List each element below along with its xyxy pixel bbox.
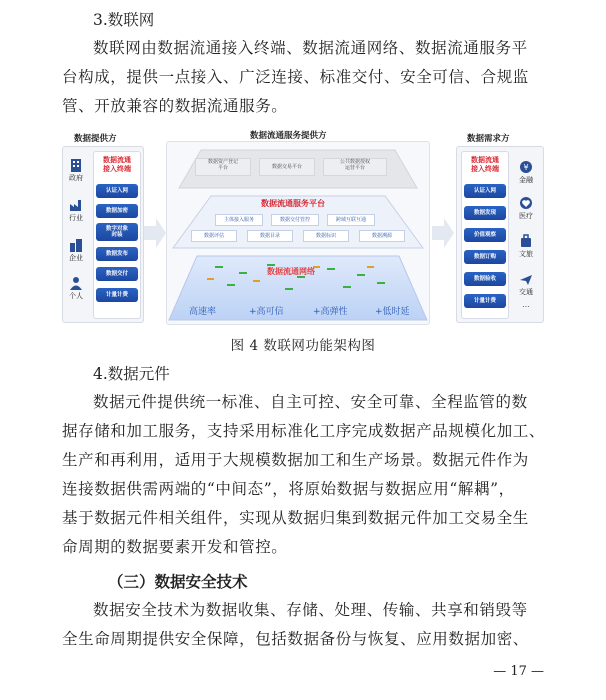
factory-icon xyxy=(69,197,83,211)
network-feature: 高速率 xyxy=(189,307,217,317)
pill: 计量计费 xyxy=(96,288,138,302)
provider-title: 数据提供方 xyxy=(74,134,117,144)
network-feature: +高可信 xyxy=(249,307,284,317)
coin-icon xyxy=(519,159,533,173)
entity-label: 政府 xyxy=(69,174,83,182)
section-3-heading: 3.数联网 xyxy=(93,11,155,29)
top-layer-label: 公共数据授权 运营平台 xyxy=(323,158,387,176)
top-layer-label: 数据交易平台 xyxy=(259,158,315,176)
service-box xyxy=(166,141,430,325)
entity-label: 医疗 xyxy=(519,212,533,220)
pill: 数据发布 xyxy=(96,247,138,261)
para-line: 据存储和加工服务，支持采用标准化工序完成数据产品规模化加工、 xyxy=(62,422,546,440)
network-title: 数据流通网络 xyxy=(267,267,315,276)
platform-item: 数据评估 xyxy=(191,230,237,242)
section-tech-heading: （三）数据安全技术 xyxy=(108,572,248,591)
platform-item: 数据交付管控 xyxy=(271,214,319,226)
platform-item: 主体接入服务 xyxy=(215,214,263,226)
platform-item: 数据标识 xyxy=(303,230,349,242)
page-number: — 17 — xyxy=(493,664,544,679)
section-4-paragraph xyxy=(62,388,552,562)
top-layer-label: 数据资产登记 平台 xyxy=(195,158,251,176)
platform-title: 数据流通服务平台 xyxy=(261,199,325,208)
person-icon xyxy=(69,275,83,289)
architecture-figure xyxy=(62,128,544,324)
access-terminal-title: 数据流通 接入终端 xyxy=(103,156,131,173)
platform-item: 数据溯源 xyxy=(359,230,405,242)
platform-item: 跨域互联互通 xyxy=(327,214,375,226)
pill: 数据订购 xyxy=(464,250,506,264)
bag-icon xyxy=(519,233,533,247)
figure-caption: 图 4 数联网功能架构图 xyxy=(230,338,376,354)
pill: 认证入网 xyxy=(464,184,506,198)
entity-label: 文旅 xyxy=(519,250,533,258)
access-terminal-title: 数据流通 接入终端 xyxy=(471,156,499,173)
pill: 数据验收 xyxy=(464,272,506,286)
pill: 数据加密 xyxy=(96,204,138,218)
demand-title: 数据需求方 xyxy=(467,134,510,144)
para-line: 连接数据供需两端的“中间态”，将原始数据与数据应用“解耦”， xyxy=(62,480,515,498)
demand-box xyxy=(456,146,544,323)
section-3-paragraph xyxy=(62,34,552,121)
para-line: 数据元件提供统一标准、自主可控、安全可靠、全程监管的数 xyxy=(93,393,528,411)
plane-icon xyxy=(519,271,533,285)
network-feature: +高弹性 xyxy=(313,307,348,317)
enterprise-icon xyxy=(69,237,83,251)
para-line: 全生命周期提供安全保障，包括数据备份与恢复、应用数据加密、 xyxy=(62,630,529,648)
pill: 价值观察 xyxy=(464,228,506,242)
para-line: 管、开放兼容的数据流通服务。 xyxy=(62,97,288,115)
pill: 数据交付 xyxy=(96,267,138,281)
ellipsis: … xyxy=(522,301,530,309)
network-feature: +低时延 xyxy=(375,307,410,317)
entity-label: 企业 xyxy=(69,254,83,262)
entity-label: 个人 xyxy=(69,292,83,300)
platform-item: 数据目录 xyxy=(247,230,293,242)
arrow-right-icon xyxy=(144,218,166,248)
para-line: 命周期的数据要素开发和管控。 xyxy=(62,538,288,556)
pill: 数字对象 封装 xyxy=(96,223,138,241)
pill: 数据发现 xyxy=(464,206,506,220)
para-line: 数据安全技术为数据收集、存储、处理、传输、共享和销毁等 xyxy=(93,601,528,619)
provider-box xyxy=(62,146,144,323)
para-line: 基于数据元件相关组件，实现从数据归集到数据元件加工交易全生 xyxy=(62,509,529,527)
access-terminal-panel xyxy=(461,151,509,319)
arrow-right-icon xyxy=(432,218,454,248)
service-provider-title: 数据流通服务提供方 xyxy=(250,131,327,141)
entity-label: 交通 xyxy=(519,288,533,296)
entity-label: 行业 xyxy=(69,214,83,222)
para-line: 数联网由数据流通接入终端、数据流通网络、数据流通服务平 xyxy=(93,39,528,57)
svg-text:¥: ¥ xyxy=(523,163,529,172)
heart-icon xyxy=(519,195,533,209)
para-line: 生产和再利用，适用于大规模数据加工和生产场景。数据元件作为 xyxy=(62,451,529,469)
entity-label: 金融 xyxy=(519,176,533,184)
access-terminal-panel xyxy=(93,151,141,319)
section-4-heading: 4.数据元件 xyxy=(93,365,170,383)
pill: 计量计费 xyxy=(464,294,506,308)
para-line: 台构成，提供一点接入、广泛连接、标准交付、安全可信、合规监 xyxy=(62,68,529,86)
building-icon xyxy=(69,157,83,171)
pill: 认证入网 xyxy=(96,184,138,198)
section-tech-paragraph xyxy=(62,596,552,654)
